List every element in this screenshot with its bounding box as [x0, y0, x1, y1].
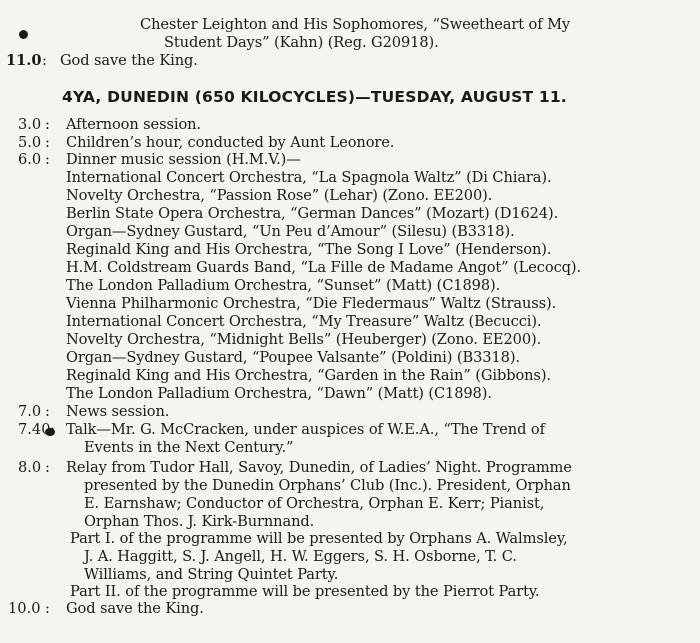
talk-line-1: Talk—Mr. G. McCracken, under auspices of W.E.A., “The Trend of: [66, 421, 545, 438]
schedule-time: 5.0: [18, 134, 42, 151]
colon: :: [45, 600, 50, 617]
colon: :: [42, 52, 47, 69]
relay-line: Orphan Thos. J. Kirk-Burnnand.: [84, 513, 315, 530]
colon: :: [45, 151, 50, 168]
relay-line: Relay from Tudor Hall, Savoy, Dunedin, of Ladies’ Night. Programme: [66, 459, 572, 476]
part1-line: Williams, and String Quintet Party.: [84, 566, 339, 583]
part1-line: J. A. Haggitt, S. J. Angell, H. W. Eggers, S. H. Osborne, T. C.: [84, 548, 517, 565]
dinner-item: Berlin State Opera Orchestra, “German Dances” (Mozart) (D1624).: [66, 205, 559, 222]
dinner-item: Novelty Orchestra, “Midnight Bells” (Heuberger) (Zono. EE200).: [66, 331, 542, 348]
colon: :: [45, 116, 50, 133]
closing-time-top: 11.0: [6, 52, 42, 69]
colon: :: [45, 403, 50, 420]
schedule-time: 10.0: [8, 600, 41, 617]
dinner-item: H.M. Coldstream Guards Band, “La Fille de Madame Angot” (Lecocq).: [66, 259, 582, 276]
dinner-item: Reginald King and His Orchestra, “The Song I Love” (Henderson).: [66, 241, 552, 258]
dinner-item: Novelty Orchestra, “Passion Rose” (Lehar) (Zono. EE200).: [66, 187, 493, 204]
dinner-item: Organ—Sydney Gustard, “Un Peu d’Amour” (Silesu) (B3318).: [66, 223, 515, 240]
schedule-time: 8.0: [18, 459, 42, 476]
relay-line: E. Earnshaw; Conductor of Orchestra, Orphan E. Kerr; Pianist,: [84, 495, 545, 512]
schedule-time: 3.0: [18, 116, 42, 133]
schedule-time: 6.0: [18, 151, 42, 168]
dinner-item: Vienna Philharmonic Orchestra, “Die Fledermaus” Waltz (Strauss).: [66, 295, 557, 312]
schedule-time: 7.40: [18, 421, 51, 438]
talk-line-2: Events in the Next Century.”: [84, 439, 294, 456]
closing-text-top: God save the King.: [60, 52, 198, 69]
ink-blot: [19, 30, 28, 39]
top-entry-line-1: Chester Leighton and His Sophomores, “Sweetheart of My: [140, 16, 571, 33]
news-text: News session.: [66, 403, 170, 420]
dinner-item: International Concert Orchestra, “La Spagnola Waltz” (Di Chiara).: [66, 169, 552, 186]
part2-line: Part II. of the programme will be presented by the Pierrot Party.: [70, 583, 540, 600]
part1-line: Part I. of the programme will be presented by Orphans A. Walmsley,: [70, 530, 568, 547]
dinner-item: Organ—Sydney Gustard, “Poupee Valsante” (Poldini) (B3318).: [66, 349, 520, 366]
dinner-item: Reginald King and His Orchestra, “Garden in the Rain” (Gibbons).: [66, 367, 551, 384]
colon: :: [45, 134, 50, 151]
relay-line: presented by the Dunedin Orphans’ Club (Inc.). President, Orphan: [84, 477, 571, 494]
top-entry-line-2: Student Days” (Kahn) (Reg. G20918).: [164, 34, 439, 51]
schedule-text: Afternoon session.: [66, 116, 201, 133]
station-heading: 4YA, DUNEDIN (650 KILOCYCLES)—TUESDAY, AUGUST 11.: [62, 88, 567, 106]
schedule-time: 7.0: [18, 403, 42, 420]
colon: :: [45, 459, 50, 476]
schedule-text: Children’s hour, conducted by Aunt Leonore.: [66, 134, 395, 151]
dinner-item: International Concert Orchestra, “My Treasure” Waltz (Becucci).: [66, 313, 542, 330]
colon: :: [50, 421, 55, 438]
dinner-item: The London Palladium Orchestra, “Dawn” (Matt) (C1898).: [66, 385, 492, 402]
closing-text: God save the King.: [66, 600, 204, 617]
schedule-text: Dinner music session (H.M.V.)—: [66, 151, 301, 168]
dinner-item: The London Palladium Orchestra, “Sunset” (Matt) (C1898).: [66, 277, 501, 294]
